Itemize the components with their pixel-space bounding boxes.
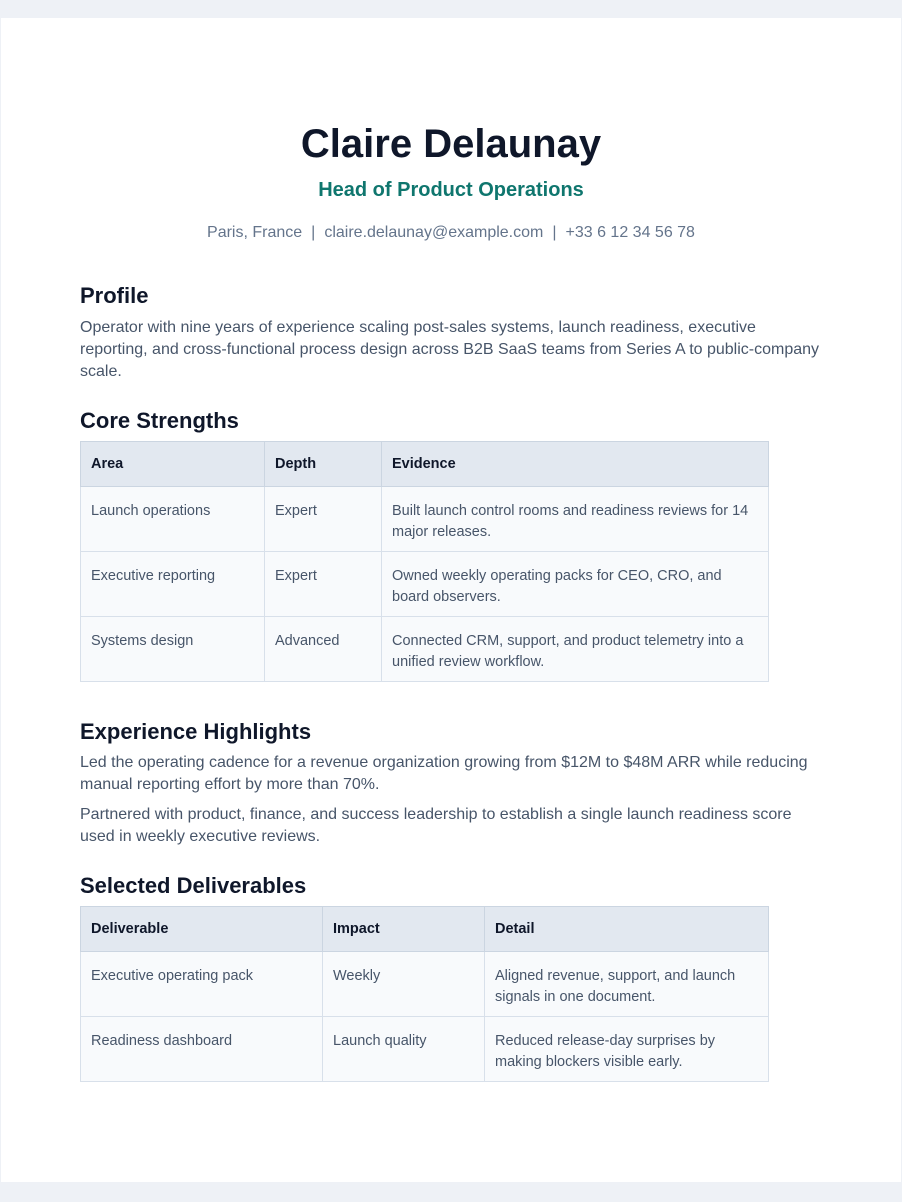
- cell-evidence: Connected CRM, support, and product telemetry into a unified review workflow.: [382, 617, 769, 682]
- cell-deliverable: Readiness dashboard: [81, 1017, 323, 1082]
- column-header-depth: Depth: [265, 442, 382, 487]
- cell-detail: Reduced release-day surprises by making blockers visible early.: [485, 1017, 769, 1082]
- core-strengths-heading: Core Strengths: [80, 408, 239, 433]
- candidate-title: Head of Product Operations: [318, 179, 584, 201]
- candidate-name: Claire Delaunay: [300, 122, 602, 166]
- cell-area: Systems design: [81, 617, 265, 682]
- cell-impact: Weekly: [323, 952, 485, 1017]
- cell-deliverable: Executive operating pack: [81, 952, 323, 1017]
- column-header-area: Area: [81, 442, 265, 487]
- contact-phone[interactable]: +33 6 12 34 56 78: [565, 224, 695, 241]
- table-header-row: [81, 442, 769, 487]
- contact-line: [1, 223, 901, 243]
- column-header-evidence: Evidence: [382, 442, 769, 487]
- contact-separator: |: [311, 224, 316, 241]
- column-header-impact: Impact: [323, 907, 485, 952]
- contact-location: Paris, France: [207, 224, 303, 241]
- table-row: [81, 1017, 769, 1082]
- cell-evidence: Owned weekly operating packs for CEO, CRO, and board observers.: [382, 552, 769, 617]
- cell-detail: Aligned revenue, support, and launch signals in one document.: [485, 952, 769, 1017]
- cell-area: Executive reporting: [81, 552, 265, 617]
- contact-separator: |: [552, 224, 557, 241]
- cell-evidence: Built launch control rooms and readiness reviews for 14 major releases.: [382, 487, 769, 552]
- core-strengths-table: [80, 441, 769, 682]
- experience-item: Partnered with product, finance, and success leadership to establish a single launch readiness score used in weekly executive reviews.: [80, 806, 792, 845]
- table-row: [81, 617, 769, 682]
- cell-depth: Expert: [265, 487, 382, 552]
- table-row: [81, 952, 769, 1017]
- resume-page: [1, 18, 901, 1182]
- contact-email[interactable]: claire.delaunay@example.com: [324, 224, 544, 241]
- profile-text: Operator with nine years of experience scaling post-sales systems, launch readiness, executive reporting, and cross-functional process design across B2B SaaS teams from Series A to public-company scale.: [80, 319, 820, 380]
- cell-area: Launch operations: [81, 487, 265, 552]
- cell-impact: Launch quality: [323, 1017, 485, 1082]
- cell-depth: Advanced: [265, 617, 382, 682]
- table-header-row: [81, 907, 769, 952]
- experience-heading: Experience Highlights: [80, 719, 312, 744]
- column-header-detail: Detail: [485, 907, 769, 952]
- experience-item: Led the operating cadence for a revenue organization growing from $12M to $48M ARR while reducing manual reporting effort by more than 70%.: [80, 754, 808, 793]
- column-header-deliverable: Deliverable: [81, 907, 323, 952]
- profile-heading: Profile: [80, 283, 149, 308]
- table-row: [81, 487, 769, 552]
- deliverables-heading: Selected Deliverables: [80, 873, 307, 898]
- cell-depth: Expert: [265, 552, 382, 617]
- deliverables-table: [80, 906, 769, 1082]
- table-row: [81, 552, 769, 617]
